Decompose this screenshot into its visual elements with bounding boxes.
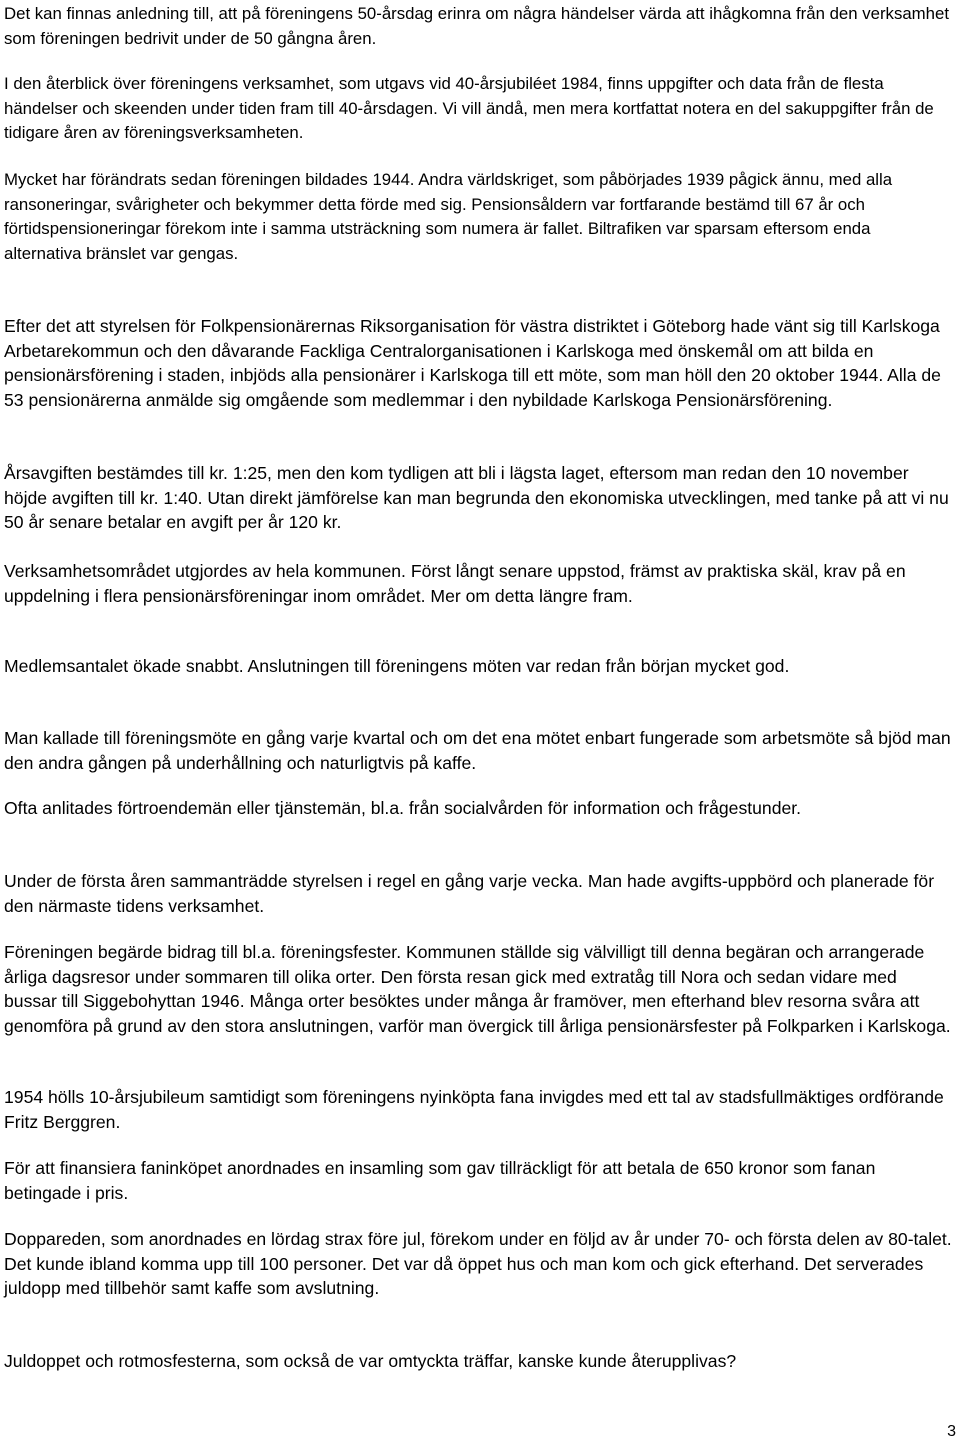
paragraph-intro: Det kan finnas anledning till, att på föreningens 50-årsdag erinra om några händelser värda att ihågkomna från den verksamhet som föreningen bedrivit under de 50 gångna åren. — [4, 4, 949, 48]
paragraph-annual-fee: Årsavgiften bestämdes till kr. 1:25, men den kom tydligen att bli i lägsta laget, eftersom man redan den 10 november höjde avgiften till kr. 1:40. Utan direkt jämförelse kan man begrunda den ekonomiska utvecklingen, med tanke på att vi nu 50 år senare betalar en avgift per år 120 kr. — [4, 463, 949, 533]
paragraph-flag-fund: För att finansiera faninköpet anordnades en insamling som gav tillräckligt för att betala de 650 kronor som fanan betingade i pris. — [4, 1158, 876, 1203]
paragraph-trustees: Ofta anlitades förtroendemän eller tjänstemän, bl.a. från socialvården för information och frågestunder. — [4, 798, 802, 818]
paragraph-doppareden: Doppareden, som anordnades en lördag strax före jul, förekom under en följd av år under 70- och första delen av 80-talet. Det kunde ibland komma upp till 100 personer. Det var då öppet hus och man kom och gick efterhand. Det serverades juldopp med tillbehör samt kaffe som avslutning. — [4, 1229, 952, 1299]
paragraph-area: Verksamhetsområdet utgjordes av hela kommunen. Först långt senare uppstod, främst av praktiska skäl, krav på en uppdelning i flera pensionärsföreningar inom området. Mer om detta längre fram. — [4, 561, 906, 606]
paragraph-grants: Föreningen begärde bidrag till bl.a. föreningsfester. Kommunen ställde sig välvilligt till denna begäran och arrangerade årliga dagsresor under sommaren till olika orter. Den första resan gick med extratåg till Nora och sedan vidare med bussar till Siggebohyttan 1946. Många orter besöktes under många år framöver, men efterhand blev resorna svåra att genomföra på grund av den stora anslutningen, varför man övergick till årliga pensionärsfester på Folkparken i Karlskoga. — [4, 942, 951, 1036]
paragraph-changes: Mycket har förändrats sedan föreningen bildades 1944. Andra världskriget, som påbörjades 1939 pågick ännu, med alla ransoneringar, svårigheter och bekymmer detta förde med sig. Pensionsåldern var fortfarande bestämd till 67 år och förtidspensioneringar förekom inte i samma utsträckning som numera är fallet. Biltrafiken var sparsam eftersom enda alternativa bränslet var gengas. — [4, 170, 893, 263]
paragraph-meetings: Man kallade till föreningsmöte en gång varje kvartal och om det ena mötet enbart fungerade som arbetsmöte så bjöd man den andra gången på underhållning och naturligtvis på kaffe. — [4, 728, 951, 773]
page-number: 3 — [947, 1423, 956, 1440]
paragraph-founding: Efter det att styrelsen för Folkpensionärernas Riksorganisation för västra distriktet i Göteborg hade vänt sig till Karlskoga Arbetarekommun och den dåvarande Fackliga Centralorganisationen i Karlskoga med önskemål om att bilda en pensionärsförening i staden, inbjöds alla pensionärer i Karlskoga till ett möte, som man höll den 20 oktober 1944. Alla de 53 pensionärerna anmälde sig omgående som medlemmar i den nybildade Karlskoga Pensionärsförening. — [4, 316, 941, 410]
paragraph-jubilee: 1954 hölls 10-årsjubileum samtidigt som föreningens nyinköpta fana invigdes med ett tal av stadsfullmäktiges ordförande Fritz Berggren. — [4, 1087, 944, 1132]
paragraph-retrospect: I den återblick över föreningens verksamhet, som utgavs vid 40-årsjubiléet 1984, finns uppgifter och data från de flesta händelser och skeenden under tiden fram till 40-årsdagen. Vi vill ändå, men mera kortfattat notera en del sakuppgifter från de tidigare åren av föreningsverksamheten. — [4, 74, 934, 143]
paragraph-board: Under de första åren sammanträdde styrelsen i regel en gång varje vecka. Man hade avgifts-uppbörd och planerade för den närmaste tidens verksamhet. — [4, 871, 935, 916]
paragraph-membership: Medlemsantalet ökade snabbt. Anslutningen till föreningens möten var redan från början mycket god. — [4, 656, 790, 676]
paragraph-revival: Juldoppet och rotmosfesterna, som också de var omtyckta träffar, kanske kunde återupplivas? — [4, 1351, 737, 1371]
